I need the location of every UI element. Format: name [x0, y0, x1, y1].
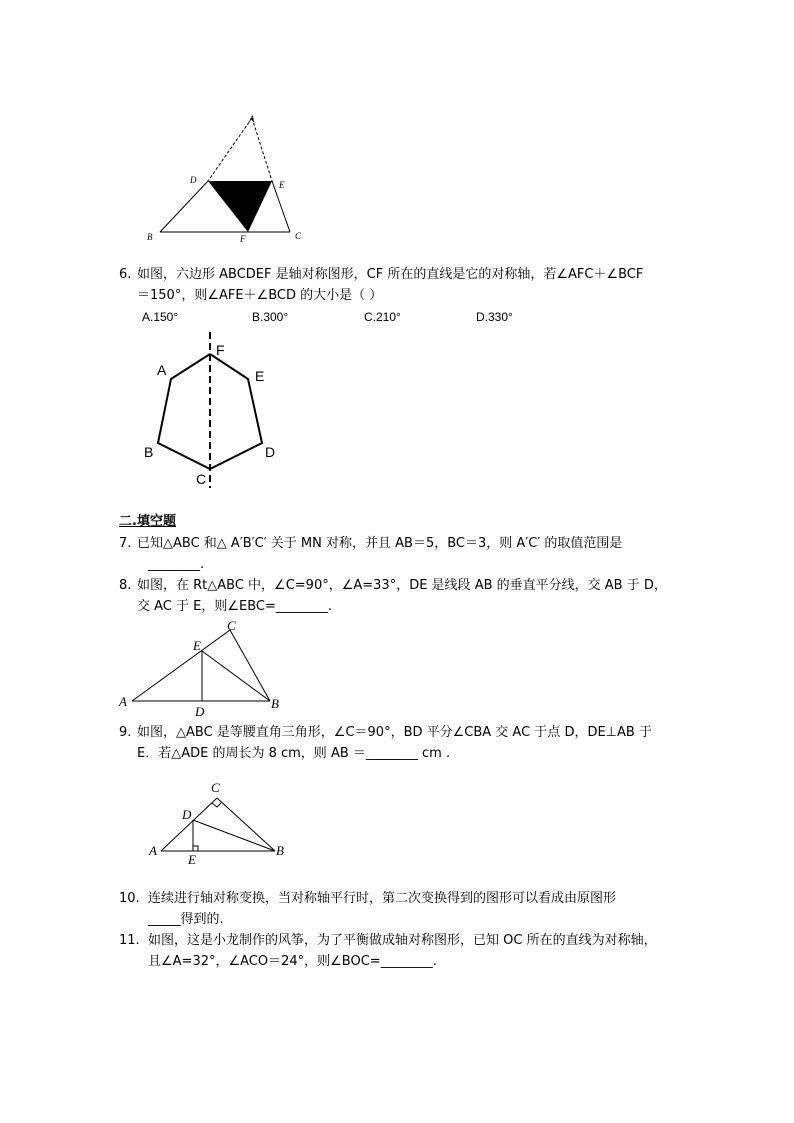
question-11-line1: 如图，这是小龙制作的风筝，为了平衡做成轴对称图形，已知 OC 所在的直线为对称轴，: [148, 933, 657, 948]
fig6-label-d: D: [265, 444, 276, 460]
fig6-label-f: F: [216, 342, 225, 358]
fig8-label-b: B: [271, 696, 279, 711]
figure-triangle-def: [140, 108, 310, 248]
question-7-number: 7.: [119, 536, 132, 551]
question-8-line1: 如图，在 Rt△ABC 中，∠C=90°，∠A=33°，DE 是线段 AB 的垂直平分线，交 AB 于 D，: [137, 578, 667, 593]
question-10-line1: 连续进行轴对称变换，当对称轴平行时，第二次变换得到的图形可以看成由原图形: [148, 891, 617, 906]
fig5-label-e: E: [279, 180, 285, 190]
fig9-label-b: B: [276, 843, 284, 858]
option-b: B.300°: [252, 310, 289, 324]
question-9-line2: E．若△ADE 的周长为 8 cm，则 AB ＝________ cm .: [137, 746, 451, 761]
question-9-number: 9.: [119, 725, 132, 740]
question-10-line2: _____得到的.: [148, 912, 224, 927]
question-8-number: 8.: [119, 578, 132, 593]
fig9-label-c: C: [211, 780, 220, 795]
fig5-label-d: D: [190, 175, 197, 185]
fig8-label-e: E: [193, 638, 201, 653]
question-10-number: 10.: [119, 891, 140, 906]
question-6-line2: ＝150°，则∠AFE＋∠BCD 的大小是（ ）: [137, 288, 383, 303]
fig8-label-a: A: [119, 694, 127, 709]
fig6-label-c: C: [196, 471, 207, 487]
fig9-label-a: A: [149, 843, 157, 858]
figure-isosceles-right-triangle-q9: [145, 775, 295, 865]
figure-right-triangle-q8: [115, 618, 295, 718]
question-6-number: 6.: [119, 267, 132, 282]
question-7-line2: ________.: [148, 557, 205, 572]
option-a: A.150°: [142, 310, 179, 324]
question-11-line2: 且∠A=32°，∠ACO＝24°，则∠BOC=________.: [148, 954, 437, 969]
fig5-label-c: C: [295, 231, 302, 241]
question-8-line2: 交 AC 于 E，则∠EBC=________.: [137, 599, 333, 614]
shaded-triangle: [208, 181, 272, 232]
question-9-line1: 如图，△ABC 是等腰直角三角形，∠C＝90°，BD 平分∠CBA 交 AC 于点 D，DE⊥AB 于: [137, 725, 652, 740]
question-6-line1: 如图，六边形 ABCDEF 是轴对称图形，CF 所在的直线是它的对称轴，若∠AFC＋∠BCF: [137, 267, 644, 282]
fig9-label-d: D: [182, 807, 192, 822]
fig6-label-a: A: [157, 362, 167, 378]
question-7-line1: 已知△ABC 和△ A′B′C′ 关于 MN 对称，并且 AB＝5，BC＝3，则 A′C′ 的取值范围是: [137, 536, 623, 551]
fig5-label-b: B: [147, 232, 153, 242]
fig6-label-b: B: [144, 444, 154, 460]
fig9-label-e: E: [188, 852, 196, 865]
option-d: D.330°: [476, 310, 513, 324]
fig8-label-c: C: [227, 618, 236, 633]
figure-hexagon: [138, 330, 288, 490]
option-c: C.210°: [364, 310, 401, 324]
fig6-label-e: E: [255, 368, 265, 384]
fig8-label-d: D: [195, 704, 205, 718]
fig5-label-f: F: [240, 234, 246, 244]
question-11-number: 11.: [119, 933, 140, 948]
section-heading-fill-blank: 二.填空题: [119, 514, 176, 529]
fig5-label-a: A: [249, 114, 255, 124]
